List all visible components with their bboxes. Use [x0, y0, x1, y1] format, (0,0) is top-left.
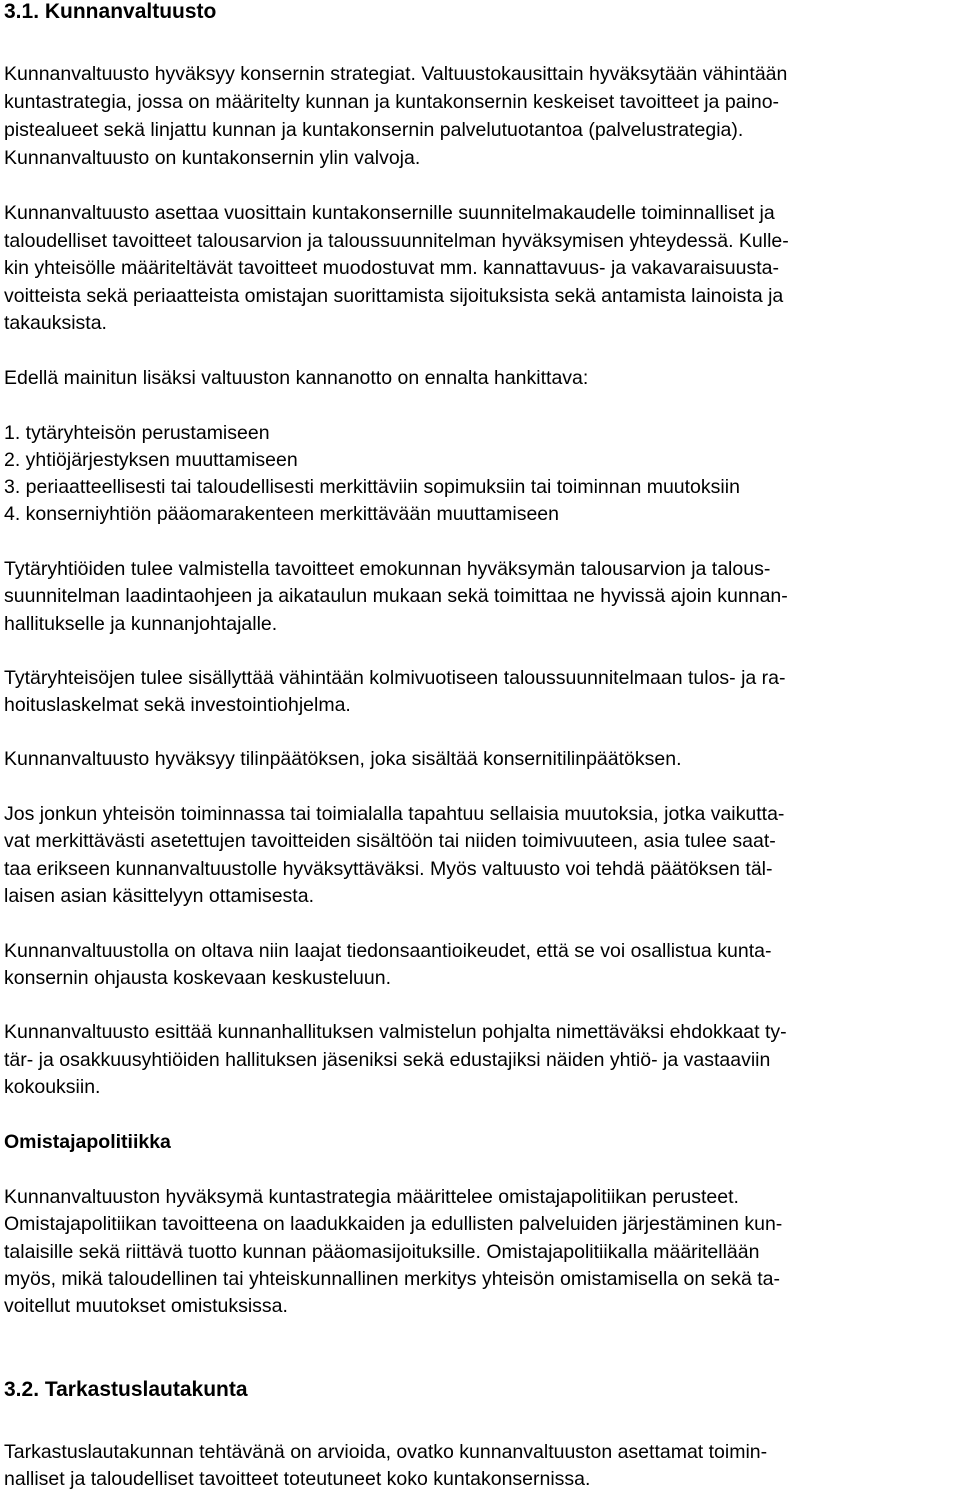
text-line: Tytäryhtiöiden tulee valmistella tavoitteet emokunnan hyväksymän talousarvion ja talous-	[4, 558, 771, 580]
text-line: suunnitelman laadintaohjeen ja aikataulun mukaan sekä toimittaa ne hyvissä ajoin kunnan-	[4, 585, 788, 607]
text-line: Kunnanvaltuustolla on oltava niin laajat tiedonsaantioikeudet, että se voi osallistua kunta-	[4, 940, 772, 962]
text-line: laisen asian käsittelyyn ottamisesta.	[4, 885, 314, 907]
text-line: talaisille sekä riittävä tuotto kunnan pääomasijoituksille. Omistajapolitiikalla määritellään	[4, 1241, 760, 1263]
text-line: kin yhteisölle määriteltävät tavoitteet muodostuvat mm. kannattavuus- ja vakavaraisuusta-	[4, 257, 779, 279]
text-line: pistealueet sekä linjattu kunnan ja kuntakonsernin palvelutuotantoa (palvelustrategia).	[4, 119, 744, 141]
text-line: Tytäryhteisöjen tulee sisällyttää vähintään kolmivuotiseen taloussuunnitelmaan tulos- ja ra-	[4, 667, 786, 689]
text-line: voitteista sekä periaatteista omistajan suorittamista sijoituksista sekä antamista lainoista ja	[4, 285, 784, 307]
list-item: 3. periaatteellisesti tai taloudellisesti merkittäviin sopimuksiin tai toiminnan muutoksiin	[4, 476, 740, 498]
text-line: Kunnanvaltuusto on kuntakonsernin ylin valvoja.	[4, 147, 421, 169]
text-line: Kunnanvaltuusto esittää kunnanhallituksen valmistelun pohjalta nimettäväksi ehdokkaat ty-	[4, 1021, 787, 1043]
text-line: Kunnanvaltuusto hyväksyy konsernin strategiat. Valtuustokausittain hyväksytään vähintään	[4, 63, 788, 85]
text-line: Kunnanvaltuuston hyväksymä kuntastrategia määrittelee omistajapolitiikan perusteet.	[4, 1186, 739, 1208]
list-item: 2. yhtiöjärjestyksen muuttamiseen	[4, 449, 298, 471]
list-item: 4. konserniyhtiön pääomarakenteen merkittävään muuttamiseen	[4, 503, 559, 525]
text-line: hoituslaskelmat sekä investointiohjelma.	[4, 694, 351, 716]
text-line: taloudelliset tavoitteet talousarvion ja taloussuunnitelman hyväksymisen yhteydessä. Kulle-	[4, 230, 789, 252]
text-line: konsernin ohjausta koskevaan keskusteluun.	[4, 967, 391, 989]
text-line: kuntastrategia, jossa on määritelty kunnan ja kuntakonsernin keskeiset tavoitteet ja paino-	[4, 91, 780, 113]
text-line: Jos jonkun yhteisön toiminnassa tai toimialalla tapahtuu sellaisia muutoksia, jotka vaikutta-	[4, 803, 785, 825]
subheading-omistajapolitiikka: Omistajapolitiikka	[4, 1131, 171, 1153]
text-line: Omistajapolitiikan tavoitteena on laadukkaiden ja edullisten palveluiden järjestäminen kun-	[4, 1213, 783, 1235]
text-line: Kunnanvaltuusto asettaa vuosittain kuntakonsernille suunnitelmakaudelle toiminnalliset ja	[4, 202, 775, 224]
text-line: kokouksiin.	[4, 1076, 101, 1098]
text-line: takauksista.	[4, 312, 107, 334]
text-line: tär- ja osakkuusyhtiöiden hallituksen jäseniksi sekä edustajiksi näiden yhtiö- ja vastaaviin	[4, 1049, 771, 1071]
text-line: hallitukselle ja kunnanjohtajalle.	[4, 613, 278, 635]
paragraph-prior-approval: Edellä mainitun lisäksi valtuuston kannanotto on ennalta hankittava:	[4, 367, 589, 389]
section-heading-3-2: 3.2. Tarkastuslautakunta	[4, 1378, 248, 1401]
section-heading-3-1: 3.1. Kunnanvaltuusto	[4, 0, 217, 23]
list-item: 1. tytäryhteisön perustamiseen	[4, 422, 270, 444]
text-line: myös, mikä taloudellinen tai yhteiskunnallinen merkitys yhteisön omistamisella on sekä ta-	[4, 1268, 781, 1290]
text-line: voitellut muutokset omistuksissa.	[4, 1295, 288, 1317]
text-line: taa erikseen kunnanvaltuustolle hyväksyttäväksi. Myös valtuusto voi tehdä päätöksen täl-	[4, 858, 773, 880]
text-line: Tarkastuslautakunnan tehtävänä on arvioida, ovatko kunnanvaltuuston asettamat toimin-	[4, 1441, 768, 1463]
paragraph-financial-statement: Kunnanvaltuusto hyväksyy tilinpäätöksen, joka sisältää konsernitilinpäätöksen.	[4, 748, 682, 770]
text-line: nalliset ja taloudelliset tavoitteet toteutuneet koko kuntakonsernissa.	[4, 1468, 591, 1490]
text-line: vat merkittävästi asetettujen tavoitteiden sisältöön tai niiden toimivuuteen, asia tulee saat-	[4, 830, 776, 852]
